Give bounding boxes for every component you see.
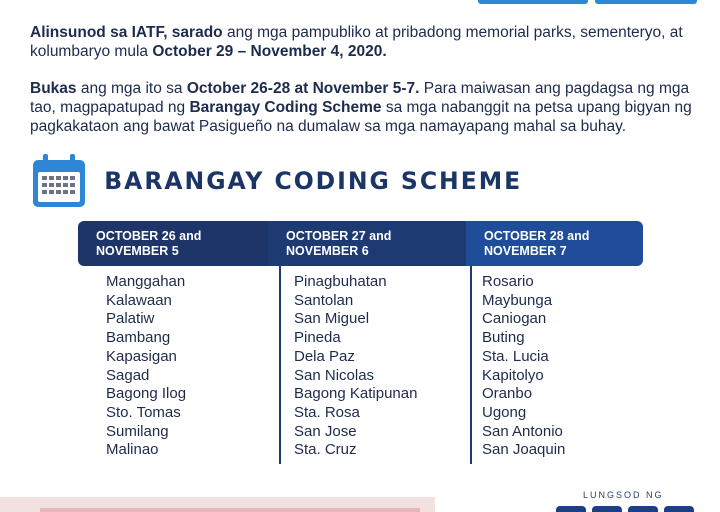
list-item: Kapasigan (106, 347, 177, 365)
column-divider (279, 266, 281, 464)
list-item: Kalawaan (106, 291, 172, 309)
city-logo-fragment (664, 506, 694, 512)
list-item: Pinagbuhatan (294, 273, 387, 290)
list-item: Sta. Lucia (482, 347, 549, 365)
table-header (78, 221, 643, 266)
column-header-line: NOVEMBER 5 (96, 244, 179, 258)
barangay-list-2 (294, 273, 417, 460)
list-item: Pineda (294, 329, 341, 347)
list-item: Bagong Ilog (106, 385, 187, 403)
list-item: Caniogan (482, 310, 547, 328)
open-text-2: Para maiwasan ang pagdagsa ng mga tao, magpapatupad ng (30, 80, 690, 116)
heading-title: BARANGAY CODING SCHEME (104, 167, 523, 195)
list-item: Rosario (482, 273, 534, 290)
list-item: Malinao (106, 441, 159, 459)
list-item: Santolan (294, 291, 354, 309)
open-text-3: sa mga nabanggit na petsa upang bigyan ng pagkakataon ang bawat Pasigueño na dumalaw sa mga namayapang mahal sa buhay. (30, 99, 692, 135)
closure-paragraph (30, 23, 700, 61)
open-lead: Bukas (30, 80, 77, 97)
city-logo-fragment (556, 506, 586, 512)
list-item: San Jose (294, 422, 357, 440)
footer-banner-text-strip (40, 508, 420, 512)
list-item: Sta. Cruz (294, 441, 357, 459)
list-item: Sumilang (106, 422, 169, 440)
column-header-3 (466, 221, 643, 266)
column-divider (470, 266, 472, 464)
list-item: Palatiw (106, 310, 155, 328)
closure-text: ang mga pampubliko at pribadong memorial parks, sementeryo, at kolumbaryo mula (30, 24, 683, 60)
column-header-line: OCTOBER 28 and (484, 229, 590, 243)
list-item: San Nicolas (294, 366, 375, 384)
list-item: Maybunga (482, 291, 553, 309)
list-item: Sagad (106, 366, 150, 384)
list-item: Bambang (106, 329, 171, 347)
list-item: Dela Paz (294, 347, 355, 365)
open-dates: October 26-28 at November 5-7. (186, 80, 420, 97)
list-item: Sto. Tomas (106, 403, 181, 421)
closure-lead: Alinsunod sa IATF, sarado (30, 24, 223, 41)
list-item: Buting (482, 329, 525, 347)
city-label: LUNGSOD NG (583, 490, 664, 500)
list-item: San Antonio (482, 422, 563, 440)
list-item: Bagong Katipunan (294, 385, 418, 403)
open-text-1: ang mga ito sa (76, 80, 187, 97)
column-header-line: OCTOBER 27 and (286, 229, 392, 243)
top-accent-bar (595, 0, 697, 4)
list-item: San Joaquin (482, 441, 566, 459)
column-header-line: OCTOBER 26 and (96, 229, 202, 243)
column-header-1 (78, 221, 268, 266)
list-item: Oranbo (482, 385, 533, 403)
list-item: Ugong (482, 403, 527, 421)
closure-dates: October 29 – November 4, 2020. (152, 43, 387, 60)
list-item: Sta. Rosa (294, 403, 360, 421)
city-logo-fragment (628, 506, 658, 512)
calendar-icon (30, 152, 88, 210)
column-header-2 (268, 221, 466, 266)
section-heading (30, 152, 526, 210)
barangay-list-1 (106, 273, 186, 460)
top-accent-bar (478, 0, 588, 4)
list-item: Manggahan (106, 273, 186, 290)
column-header-line: NOVEMBER 7 (484, 244, 567, 258)
open-paragraph (30, 79, 700, 136)
scheme-name: Barangay Coding Scheme (189, 99, 382, 116)
list-item: San Miguel (294, 310, 370, 328)
city-logo-fragment (592, 506, 622, 512)
list-item: Kapitolyo (482, 366, 544, 384)
column-header-line: NOVEMBER 6 (286, 244, 369, 258)
barangay-list-3 (482, 273, 565, 460)
